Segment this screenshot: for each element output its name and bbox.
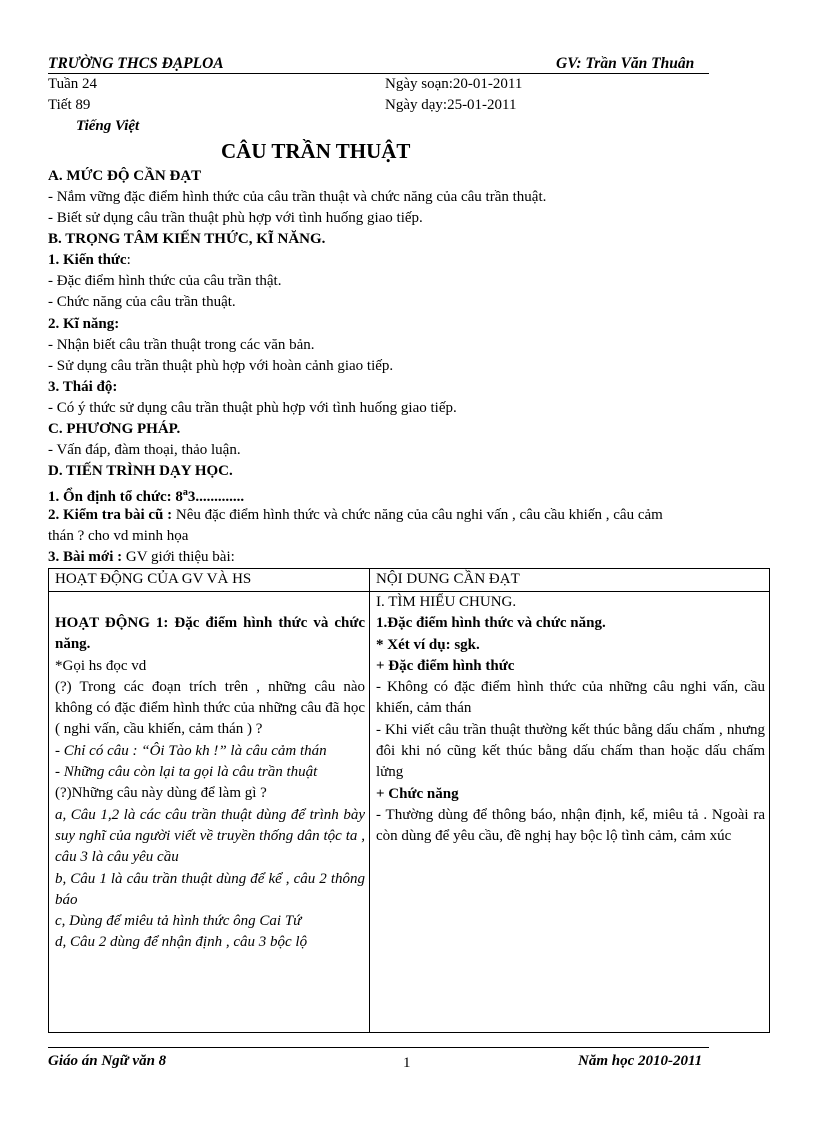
review-line-2: thán ? cho vd minh họa bbox=[48, 528, 189, 544]
teacher-name: GV: Trần Văn Thuân bbox=[556, 55, 695, 72]
content-line: 1.Đặc điểm hình thức và chức năng. bbox=[376, 615, 606, 632]
activity-line: d, Câu 2 dùng để nhận định , câu 3 bộc lộ bbox=[55, 934, 308, 951]
week-label: Tuần 24 bbox=[48, 76, 98, 92]
table-row bbox=[49, 592, 770, 1033]
subject-label: Tiếng Việt bbox=[76, 118, 140, 134]
header-divider bbox=[48, 73, 709, 74]
section-d-heading: D. TIẾN TRÌNH DẠY HỌC. bbox=[48, 463, 233, 479]
attitude-item-1: - Có ý thức sử dụng câu trần thuật phù hợp với tình huống giao tiếp. bbox=[48, 400, 457, 416]
content-line: - Không có đặc điểm hình thức của những câu nghi vấn, cầu khiến, cảm thán bbox=[376, 679, 765, 717]
content-line: * Xét ví dụ: sgk. bbox=[376, 636, 480, 653]
col-left-header: HOẠT ĐỘNG CỦA GV VÀ HS bbox=[49, 569, 370, 592]
skills-item-1: - Nhận biết câu trần thuật trong các văn bản. bbox=[48, 337, 315, 353]
activity-line: *Gọi hs đọc vd bbox=[55, 657, 147, 674]
school-name: TRƯỜNG THCS ĐẠPLOA bbox=[48, 55, 224, 72]
knowledge-heading-label: 1. Kiến thức bbox=[48, 252, 127, 268]
class-organization-superscript: a bbox=[182, 487, 188, 498]
knowledge-item-1: - Đặc điểm hình thức của câu trần thật. bbox=[48, 273, 282, 289]
footer-right: Năm học 2010-2011 bbox=[578, 1053, 703, 1069]
class-organization-tail: 3............. bbox=[187, 489, 245, 505]
knowledge-heading-colon: : bbox=[126, 252, 131, 268]
section-c-heading: C. PHƯƠNG PHÁP. bbox=[48, 421, 181, 437]
section-b-heading: B. TRỌNG TÂM KIẾN THỨC, KĨ NĂNG. bbox=[48, 231, 326, 247]
class-organization-label: 1. Ổn định tổ chức: 8 bbox=[48, 489, 183, 505]
activity-line: (?)Những câu này dùng để làm gì ? bbox=[55, 785, 267, 802]
section-a-item-2: - Biết sử dụng câu trần thuật phù hợp với tình huống giao tiếp. bbox=[48, 210, 423, 226]
review-label: 2. Kiểm tra bài cũ : bbox=[48, 507, 173, 523]
content-cell bbox=[370, 592, 770, 1033]
class-organization bbox=[48, 483, 244, 507]
prep-date: Ngày soạn:20-01-2011 bbox=[385, 76, 523, 92]
footer-left: Giáo án Ngữ văn 8 bbox=[48, 1053, 167, 1069]
activity-line: c, Dùng để miêu tả hình thức ông Cai Tứ bbox=[55, 913, 302, 930]
lesson-label: Tiết 89 bbox=[48, 97, 91, 113]
footer-divider bbox=[48, 1047, 709, 1048]
teacher-student-activity-cell bbox=[49, 592, 370, 1033]
content-line: + Đặc điểm hình thức bbox=[376, 657, 515, 674]
activity-line: (?) Trong các đoạn trích trên , những câu nào không có đặc điểm hình thức của những câu đã học ( nghi vấn, cầu khiến, cảm thán ) ? bbox=[55, 678, 365, 738]
review-line-1 bbox=[48, 505, 663, 525]
skills-heading: 2. Kĩ năng: bbox=[48, 316, 120, 332]
page-number: 1 bbox=[403, 1055, 411, 1071]
activity-heading: HOẠT ĐỘNG 1: Đặc điểm hình thức và chức năng. bbox=[55, 615, 365, 653]
col-right-header: NỘI DUNG CẦN ĐẠT bbox=[370, 569, 770, 592]
content-line: I. TÌM HIỂU CHUNG. bbox=[376, 594, 517, 610]
section-a-item-1: - Nắm vững đặc điểm hình thức của câu trần thuật và chức năng của câu trần thuật. bbox=[48, 189, 547, 205]
activity-line: - Những câu còn lại ta gọi là câu trần thuật bbox=[55, 764, 318, 781]
content-line: - Khi viết câu trần thuật thường kết thúc bằng dấu chấm , nhưng đôi khi nó cũng kết thúc bằng dấu chấm than hoặc dấu chấm lửng bbox=[376, 721, 765, 781]
activity-line: b, Câu 1 là câu trần thuật dùng để kể , câu 2 thông báo bbox=[55, 870, 365, 908]
lesson-table bbox=[48, 568, 770, 1033]
section-c-item-1: - Vấn đáp, đàm thoại, thảo luận. bbox=[48, 442, 241, 458]
skills-item-2: - Sử dụng câu trần thuật phù hợp với hoàn cảnh giao tiếp. bbox=[48, 358, 394, 374]
lesson-title: CÂU TRẦN THUẬT bbox=[221, 139, 411, 163]
section-a-heading: A. MỨC ĐỘ CẦN ĐẠT bbox=[48, 168, 202, 184]
new-lesson-text: GV giới thiệu bài: bbox=[122, 549, 235, 565]
content-line: + Chức năng bbox=[376, 785, 459, 802]
activity-line: a, Câu 1,2 là các câu trần thuật dùng để trình bày suy nghĩ của người viết về truyền thống dân tộc ta , câu 3 là câu yêu cầu bbox=[55, 806, 365, 866]
teach-date: Ngày dạy:25-01-2011 bbox=[385, 97, 517, 113]
content-line: - Thường dùng để thông báo, nhận định, kể, miêu tả . Ngoài ra còn dùng để yêu cầu, đề nghị hay bộc lộ tình cảm, cảm xúc bbox=[376, 806, 765, 845]
table-header-row bbox=[49, 569, 770, 592]
knowledge-item-2: - Chức năng của câu trần thuật. bbox=[48, 294, 236, 310]
new-lesson-line bbox=[48, 547, 235, 567]
new-lesson-label: 3. Bài mới : bbox=[48, 549, 123, 565]
review-text: Nêu đặc điểm hình thức và chức năng của câu nghi vấn , câu cầu khiến , câu cảm bbox=[172, 507, 663, 523]
activity-line: - Chỉ có câu : “Ôi Tào kh !” là câu cảm thán bbox=[55, 742, 327, 759]
knowledge-heading bbox=[48, 250, 131, 270]
attitude-heading: 3. Thái độ: bbox=[48, 379, 118, 395]
